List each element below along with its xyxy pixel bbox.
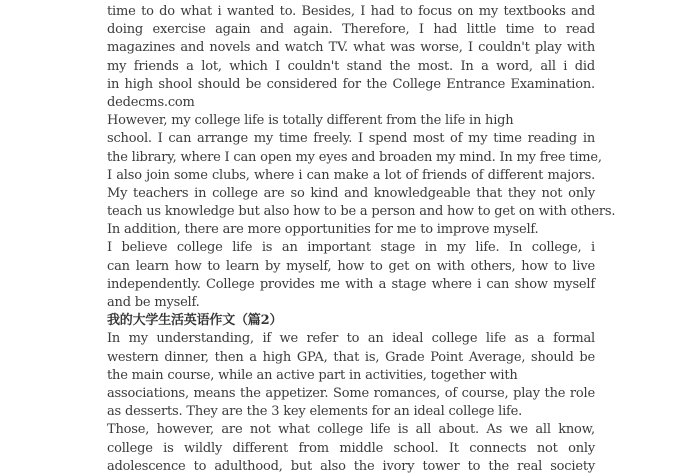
text-line: associations, means the appetizer. Some romances, of course, play the role [107,385,595,401]
text-line: In my understanding, if we refer to an ideal college life as a formal [107,331,595,347]
text-line: However, my college life is totally different from the life in high [107,113,514,129]
text-line: doing exercise again and again. Therefore, I had little time to read [107,22,595,38]
text-line: I believe college life is an important stage in my life. In college, i [107,240,595,256]
text-line: independently. College provides me with a stage where i can show myself [107,276,595,292]
text-line: dedecms.com [107,94,195,110]
text-line: Those, however, are not what college life is all about. As we all know, [107,422,595,438]
text-line: school. I can arrange my time freely. I spend most of my time reading in [107,131,595,147]
text-line: I also join some clubs, where i can make a lot of friends of different majors. [107,167,595,183]
text-line: In addition, there are more opportunities for me to improve myself. [107,222,539,238]
text-line: western dinner, then a high GPA, that is, Grade Point Average, should be [107,349,595,365]
text-line: teach us knowledge but also how to be a person and how to get on with others. [107,204,616,220]
text-line: the library, where I can open my eyes and broaden my mind. In my free time, [107,149,602,165]
text-line: magazines and novels and watch TV. what was worse, I couldn't play with [107,40,595,56]
text-line: college is wildly different from middle school. It connects not only [107,440,595,456]
text-line: My teachers in college are so kind and knowledgeable that they not only [107,185,595,201]
text-line: my friends a lot, which I couldn't stand the most. In a word, all i did [107,58,595,74]
text-line: the main course, while an active part in activities, together with [107,367,518,383]
section-heading: 我的大学生活英语作文（篇2） [107,313,283,329]
text-line: and be myself. [107,295,200,310]
text-line: as desserts. They are the 3 key elements for an ideal college life. [107,404,523,420]
text-line: time to do what i wanted to. Besides, I had to focus on my textbooks and [107,4,595,19]
text-line: in high shool should be considered for the College Entrance Examination. [107,76,595,92]
document-body [107,3,616,476]
text-line: can learn how to learn by myself, how to get on with others, how to live [107,258,595,274]
text-line: adolescence to adulthood, but also the ivory tower to the real society [107,458,595,474]
